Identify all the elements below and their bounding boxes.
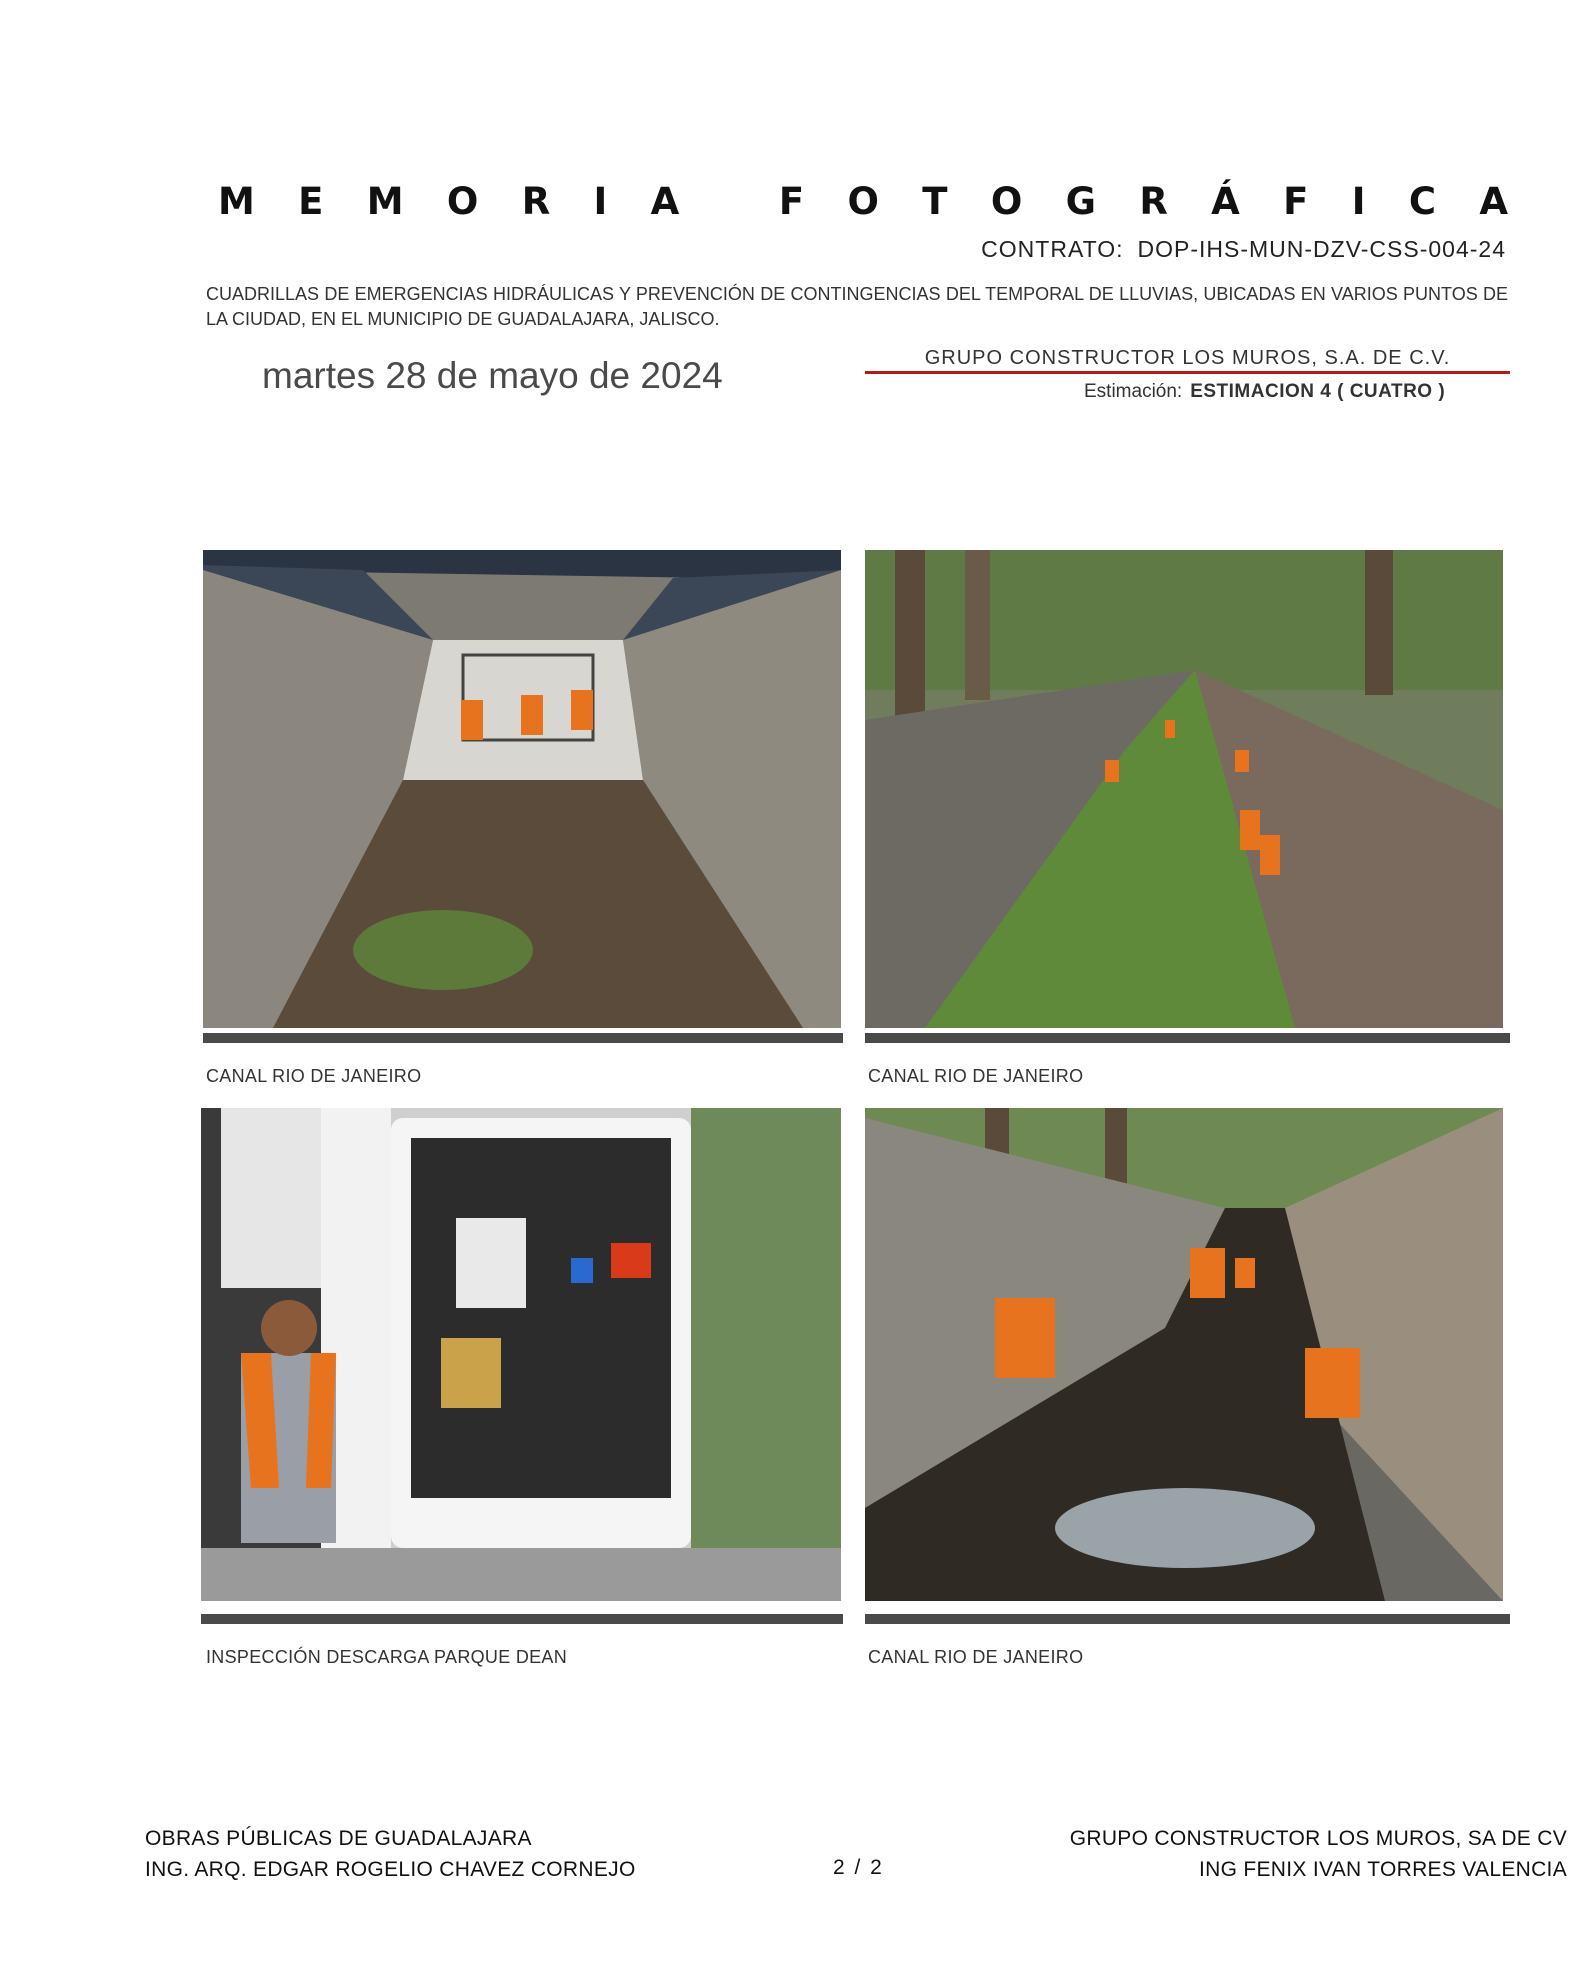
title-letter: A xyxy=(1479,180,1508,223)
title-letter: O xyxy=(990,180,1023,223)
photo-caption-bar xyxy=(865,1614,1510,1624)
company-underline xyxy=(865,371,1510,374)
title-letter: Á xyxy=(1211,180,1240,223)
title-letter: I xyxy=(1351,180,1366,223)
photo-canal-cleaning xyxy=(865,1108,1503,1601)
title-letter: M xyxy=(218,180,255,223)
photo-inspection-van xyxy=(201,1108,841,1601)
title-letter: M xyxy=(366,180,404,223)
photo-caption: CANAL RIO DE JANEIRO xyxy=(868,1647,1084,1667)
estimacion-value: ESTIMACION 4 ( CUATRO ) xyxy=(1190,381,1446,402)
photo-canal-open xyxy=(865,550,1503,1028)
report-date: martes 28 de mayo de 2024 xyxy=(262,355,723,396)
footer-right xyxy=(1070,1823,1567,1885)
title-letter: T xyxy=(922,180,948,223)
photo-caption-bar xyxy=(203,1033,843,1043)
contract-code: DOP-IHS-MUN-DZV-CSS-004-24 xyxy=(1137,236,1506,262)
photo-caption-bar xyxy=(865,1033,1510,1043)
footer-left xyxy=(145,1823,636,1885)
title-letter: E xyxy=(298,180,324,223)
title-gap xyxy=(723,180,736,223)
title-letter: C xyxy=(1408,180,1436,223)
page-title xyxy=(218,180,1508,223)
photo-canal-tunnel xyxy=(203,550,841,1028)
contract-line xyxy=(981,236,1506,263)
title-letter: I xyxy=(593,180,608,223)
estimacion xyxy=(1084,381,1445,403)
photo-caption: CANAL RIO DE JANEIRO xyxy=(868,1066,1084,1086)
title-letter: R xyxy=(1139,180,1168,223)
company-name: GRUPO CONSTRUCTOR LOS MUROS, S.A. DE C.V. xyxy=(924,347,1451,369)
title-letter: F xyxy=(778,180,805,223)
title-letter: G xyxy=(1065,180,1096,223)
footer-right-line1: GRUPO CONSTRUCTOR LOS MUROS, SA DE CV xyxy=(1069,1827,1567,1850)
photo-caption: CANAL RIO DE JANEIRO xyxy=(206,1066,422,1086)
title-letter: A xyxy=(650,180,680,223)
footer-left-line1: OBRAS PÚBLICAS DE GUADALAJARA xyxy=(145,1827,532,1850)
title-letter: O xyxy=(847,180,879,223)
photo-caption-bar xyxy=(201,1614,843,1624)
estimacion-label: Estimación: xyxy=(1084,381,1183,402)
photo-caption: INSPECCIÓN DESCARGA PARQUE DEAN xyxy=(206,1647,568,1667)
footer-left-line2: ING. ARQ. EDGAR ROGELIO CHAVEZ CORNEJO xyxy=(145,1858,636,1881)
contract-label: CONTRATO: xyxy=(981,236,1124,262)
title-letter: R xyxy=(521,180,551,223)
project-description: CUADRILLAS DE EMERGENCIAS HIDRÁULICAS Y PREVENCIÓN DE CONTINGENCIAS DEL TEMPORAL DE LLUVIAS, UBICADAS EN VARIOS PUNTOS DE LA CIUDAD, EN EL MUNICIPIO DE GUADALAJARA, JALISCO. xyxy=(206,284,1508,329)
page-number: 2 / 2 xyxy=(833,1856,884,1879)
title-letter: F xyxy=(1283,180,1309,223)
title-letter: O xyxy=(446,180,479,223)
footer-right-line2: ING FENIX IVAN TORRES VALENCIA xyxy=(1198,1858,1567,1881)
